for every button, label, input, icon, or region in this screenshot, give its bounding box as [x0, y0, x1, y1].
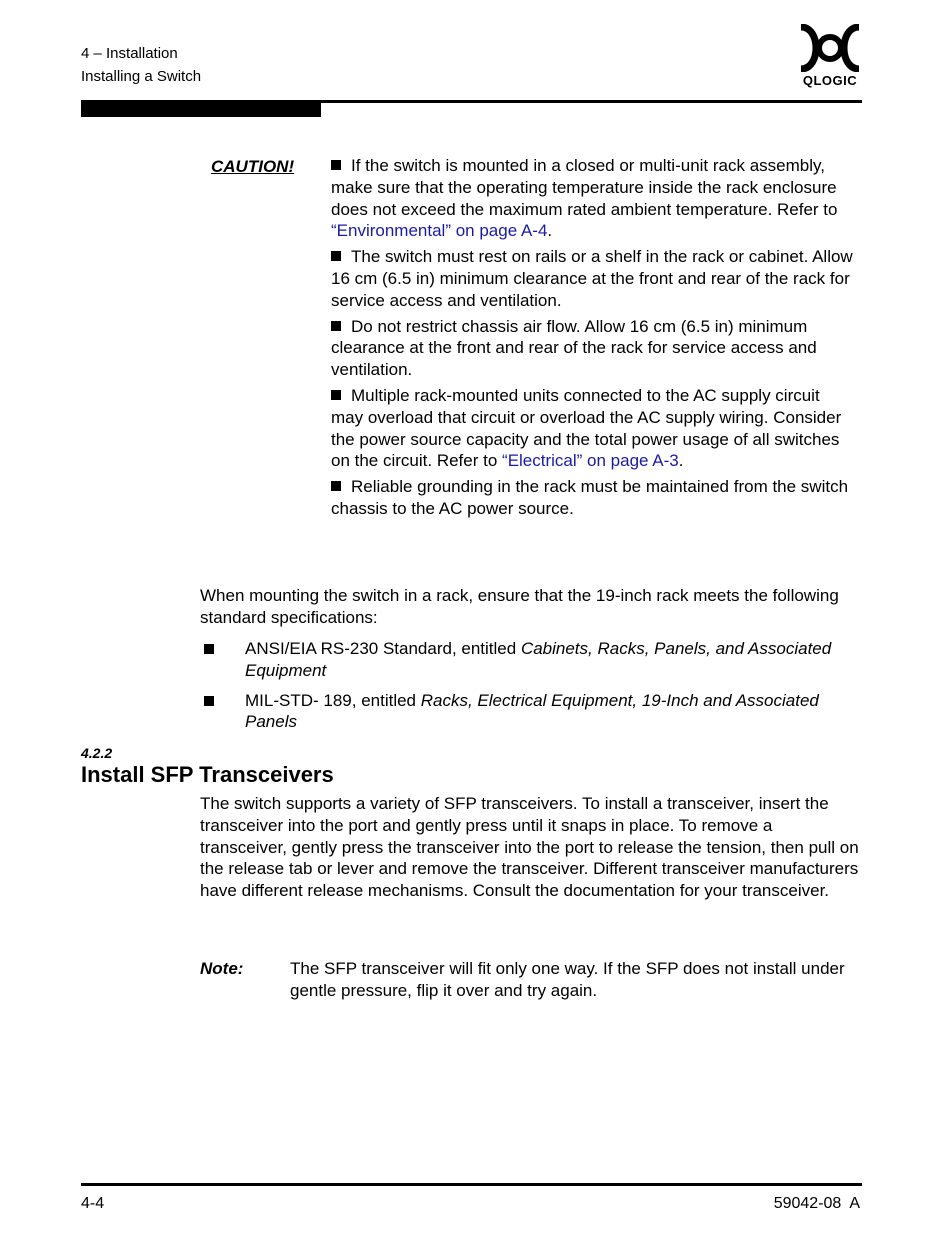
standard-text: ANSI/EIA RS-230 Standard, entitled — [245, 639, 521, 658]
caution-item-text: Reliable grounding in the rack must be maintained from the switch chassis to the AC power source. — [331, 477, 849, 518]
note-text: The SFP transceiver will fit only one way. If the SFP does not install under gentle pressure, flip it over and try again. — [290, 959, 845, 1000]
note-label: Note: — [200, 959, 244, 978]
standards-list — [200, 638, 862, 741]
caution-item — [331, 155, 856, 242]
bullet-square-icon — [331, 251, 341, 261]
bullet-square-icon — [331, 160, 341, 170]
header-bar — [81, 103, 321, 117]
caution-list — [331, 155, 856, 524]
caution-item-end: . — [547, 221, 553, 241]
bullet-square-icon — [331, 390, 341, 400]
standard-text: MIL-STD- 189, entitled — [245, 690, 421, 710]
standard-title: Racks, Electrical Equipment, 19-Inch and Associated Panels — [245, 690, 819, 732]
qlogic-logo-icon — [795, 24, 865, 72]
standard-item — [200, 690, 862, 734]
footer-rule — [81, 1183, 862, 1186]
environmental-link[interactable]: “Environmental” on page A-4 — [331, 221, 548, 241]
bullet-square-icon — [204, 644, 214, 654]
electrical-link[interactable]: “Electrical” on page A-3 — [502, 451, 679, 471]
caution-item — [331, 316, 856, 381]
bullet-square-icon — [204, 696, 214, 706]
caution-item-text: If the switch is mounted in a closed or multi-unit rack assembly, make sure that the operating temperature inside the rack enclosure does not exceed the maximum rated ambient temperature. Refer to — [331, 156, 838, 219]
section-title: Install SFP Transceivers — [81, 762, 334, 787]
header-section: Installing a Switch — [81, 68, 202, 85]
caution-item-text: The switch must rest on rails or a shelf in the rack or cabinet. Allow 16 cm (6.5 in) minimum clearance at the front and rear of the rack for service access and ventilation. — [331, 247, 853, 310]
caution-item-text: Multiple rack-mounted units connected to the AC supply circuit may overload that circuit or overload the AC supply wiring. Consider the power source capacity and the total power usage of all switches on the circuit. Refer to — [331, 385, 842, 471]
caution-item-end: . — [678, 451, 684, 471]
standard-title: Cabinets, Racks, Panels, and Associated Equipment — [245, 639, 832, 680]
caution-item-text: Do not restrict chassis air flow. Allow 16 cm (6.5 in) minimum clearance at the front and rear of the rack for service access and ventilation. — [331, 316, 817, 380]
page-number: 4-4 — [81, 1195, 105, 1212]
document-number: 59042-08 A — [773, 1195, 860, 1212]
header-chapter: 4 – Installation — [81, 45, 178, 62]
caution-item — [331, 246, 856, 311]
bullet-square-icon — [331, 321, 341, 331]
section-number: 4.2.2 — [81, 745, 113, 761]
bullet-square-icon — [331, 481, 341, 491]
standard-item — [200, 638, 862, 682]
section-body: The switch supports a variety of SFP transceivers. To install a transceiver, insert the transceiver into the port and gently press until it snaps in place. To remove a transceiver, gently press the transceiver into the port to release the tension, then pull on the release tab or lever and remove the transceiver. Different transceiver manufacturers have different release mechanisms. Consult the documentation for your transceiver. — [200, 794, 859, 901]
caution-label: CAUTION! — [211, 157, 295, 176]
logo-text: QLOGIC — [802, 73, 858, 88]
rack-paragraph: When mounting the switch in a rack, ensure that the 19-inch rack meets the following standard specifications: — [200, 586, 839, 627]
caution-item — [331, 385, 856, 472]
qlogic-logo — [795, 24, 865, 90]
caution-item — [331, 476, 856, 520]
